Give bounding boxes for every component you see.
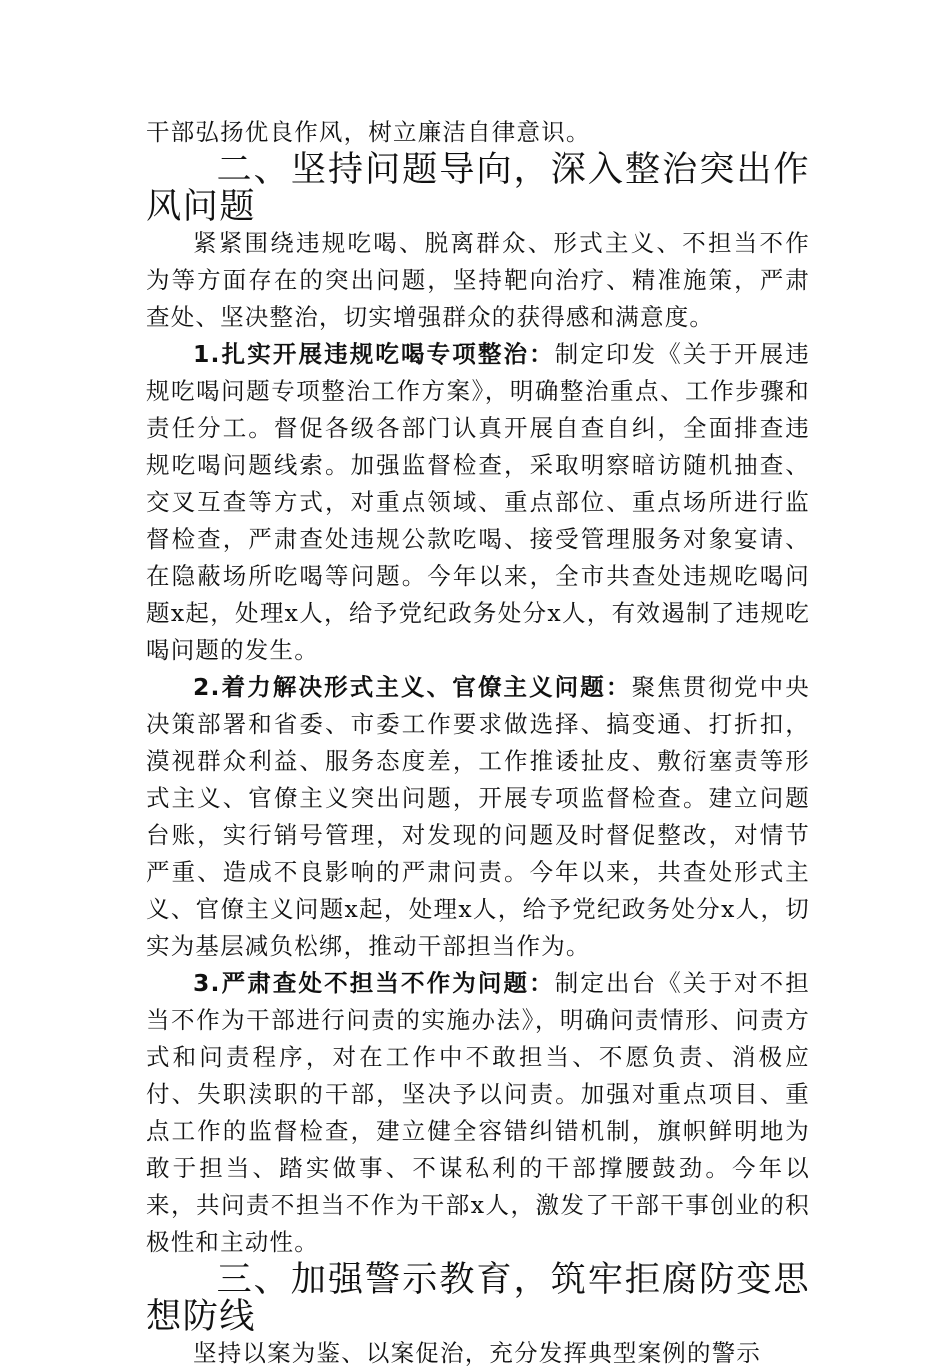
item-2-lead: 2.着力解决形式主义、官僚主义问题： bbox=[193, 673, 632, 701]
item-3-paragraph bbox=[146, 965, 810, 1261]
item-2-body: 聚焦贯彻党中央决策部署和省委、市委工作要求做选择、搞变通、打折扣，漠视群众利益、服务态度差，工作推诿扯皮、敷衍塞责等形式主义、官僚主义突出问题，开展专项监督检查。建立问题台账，实行销号管理，对发现的问题及时督促整改，对情节严重、造成不良影响的严肃问责。今年以来，共查处形式主义、官僚主义问题x起，处理x人，给予党纪政务处分x人，切实为基层减负松绑，推动干部担当作为。 bbox=[146, 673, 810, 960]
paragraph-text: 紧紧围绕违规吃喝、脱离群众、形式主义、不担当不作为等方面存在的突出问题，坚持靶向治疗、精准施策，严肃查处、坚决整治，切实增强群众的获得感和满意度。 bbox=[146, 229, 810, 331]
item-3-body: 制定出台《关于对不担当不作为干部进行问责的实施办法》，明确问责情形、问责方式和问责程序，对在工作中不敢担当、不愿负责、消极应付、失职渎职的干部，坚决予以问责。加强对重点项目、重点工作的监督检查，建立健全容错纠错机制，旗帜鲜明地为敢于担当、踏实做事、不谋私利的干部撑腰鼓劲。今年以来，共问责不担当不作为干部x人，激发了干部干事创业的积极性和主动性。 bbox=[146, 969, 811, 1256]
paragraph-continuation bbox=[146, 114, 810, 151]
section-intro-paragraph bbox=[146, 225, 810, 336]
paragraph-text: 坚持以案为鉴、以案促治，充分发挥典型案例的警示 bbox=[193, 1339, 762, 1367]
section-heading-2: 二、坚持问题导向，深入整治突出作风问题 bbox=[146, 149, 810, 227]
item-3-lead: 3.严肃查处不担当不作为问题： bbox=[193, 969, 555, 997]
item-1-body: 制定印发《关于开展违规吃喝问题专项整治工作方案》，明确整治重点、工作步骤和责任分工。督促各级各部门认真开展自查自纠，全面排查违规吃喝问题线索。加强监督检查，采取明察暗访随机抽查、交叉互查等方式，对重点领域、重点部位、重点场所进行监督检查，严肃查处违规公款吃喝、接受管理服务对象宴请、在隐蔽场所吃喝等问题。今年以来，全市共查处违规吃喝问题x起，处理x人，给予党纪政务处分x人，有效遏制了违规吃喝问题的发生。 bbox=[146, 340, 811, 664]
item-1-lead: 1.扎实开展违规吃喝专项整治： bbox=[193, 340, 555, 368]
document-body bbox=[146, 114, 810, 1372]
item-1-paragraph bbox=[146, 336, 810, 669]
section-3-intro-paragraph bbox=[146, 1335, 810, 1372]
section-heading-3: 三、加强警示教育，筑牢拒腐防变思想防线 bbox=[146, 1259, 810, 1337]
paragraph-text: 干部弘扬优良作风，树立廉洁自律意识。 bbox=[146, 118, 591, 146]
item-2-paragraph bbox=[146, 669, 810, 965]
